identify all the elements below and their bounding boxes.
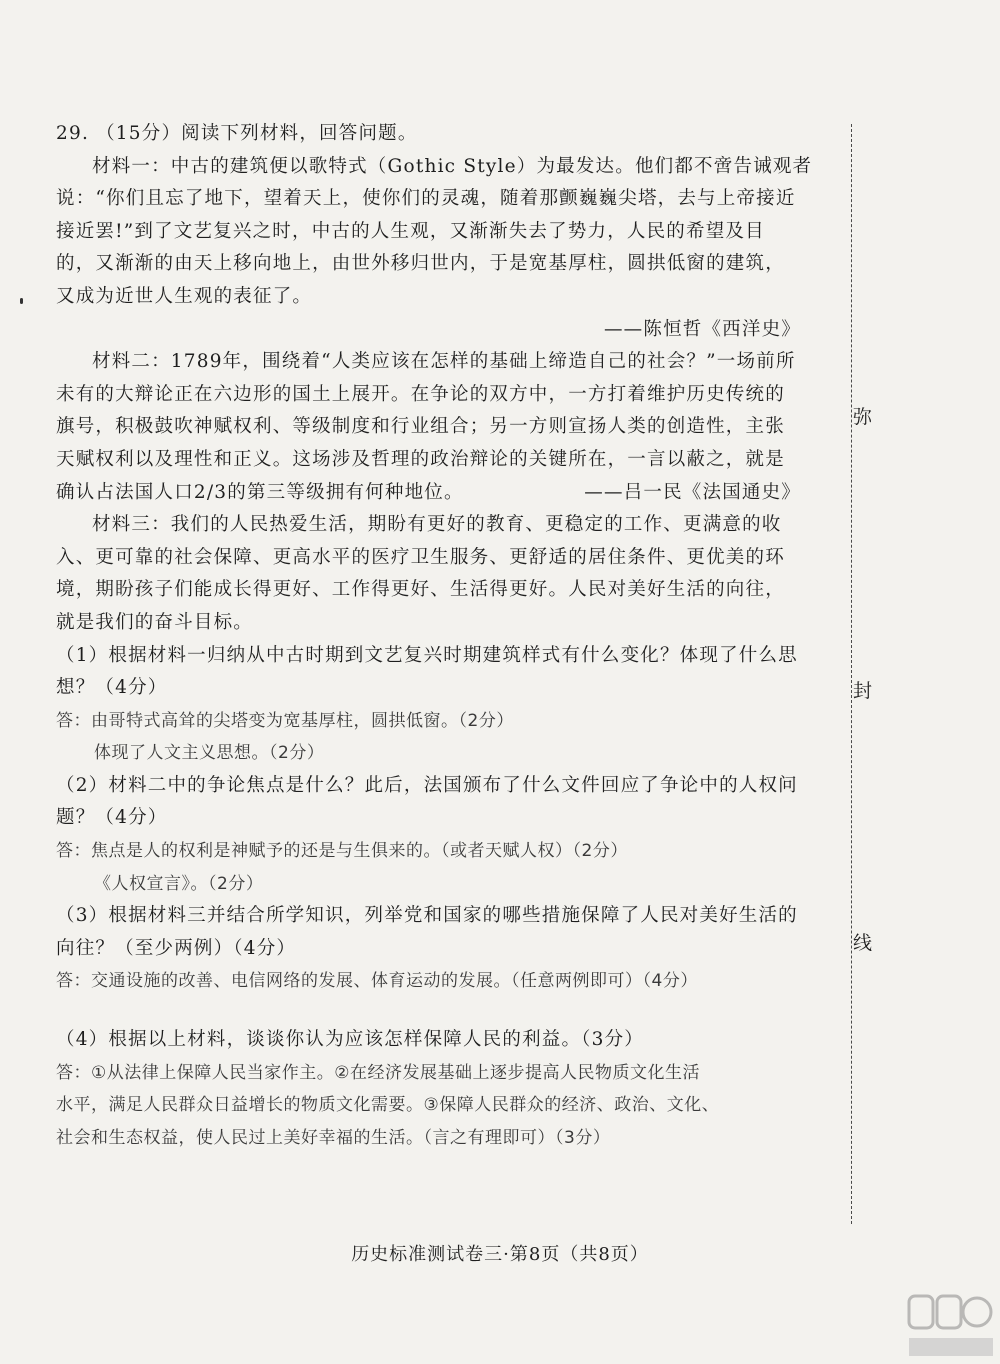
material1-line: 材料一：中古的建筑便以歌特式（Gothic Style）为最发达。他们都不啻告诫观者 <box>92 155 813 177</box>
answer-4: 答：①从法律上保障人民当家作主。②在经济发展基础上逐步提高人民物质文化生活 <box>56 1062 700 1083</box>
seal-char: 弥 <box>853 406 873 428</box>
ink-speck <box>20 298 23 304</box>
material2-line: 未有的大辩论正在六边形的国土上展开。在争论的双方中，一方打着维护历史传统的 <box>56 383 785 405</box>
seal-dashed-line <box>851 124 852 1224</box>
material3-line: 入、更可靠的社会保障、更高水平的医疗卫生服务、更舒适的居住条件、更优美的环 <box>56 546 785 568</box>
material1-source: ——陈恒哲《西洋史》 <box>603 318 801 340</box>
answer-4: 水平，满足人民群众日益增长的物质文化需要。③保障人民群众的经济、政治、文化、 <box>56 1095 720 1116</box>
material2-line: 旗号，积极鼓吹神赋权利、等级制度和行业组合；另一方则宣扬人类的创造性，主张 <box>56 416 785 438</box>
answer-1: 体现了人文主义思想。（2分） <box>94 743 325 764</box>
spacer <box>56 998 801 1024</box>
material1-line: 接近罢!”到了文艺复兴之时，中古的人生观，又渐渐失去了势力，人民的希望及目 <box>56 220 765 242</box>
material1-line: 说：“你们且忘了地下，望着天上，使你们的灵魂，随着那颤巍巍尖塔，去与上帝接近 <box>56 188 796 210</box>
question-title: 29. （15分）阅读下列材料，回答问题。 <box>56 123 418 144</box>
answer-1: 答：由哥特式高耸的尖塔变为宽基厚柱，圆拱低窗。（2分） <box>56 710 514 731</box>
material2-line: 确认占法国人口2/3的第三等级拥有何种地位。 <box>56 481 464 503</box>
sub-question-3: （3）根据材料三并结合所学知识，列举党和国家的哪些措施保障了人民对美好生活的 <box>56 905 798 927</box>
answer-2: 答：焦点是人的权利是神赋予的还是与生俱来的。（或者天赋人权）（2分） <box>56 841 628 862</box>
sub-question-1: （1）根据材料一归纳从中古时期到文艺复兴时期建筑样式有什么变化？体现了什么思 <box>56 644 798 666</box>
page-footer: 历史标准测试卷三·第8页（共8页） <box>351 1244 649 1265</box>
seal-char: 线 <box>853 932 873 954</box>
material1-line: 又成为近世人生观的表征了。 <box>56 285 313 307</box>
material2-line: 天赋权利以及理性和正义。这场涉及哲理的政治辩论的关键所在，一言以蔽之，就是 <box>56 448 785 470</box>
material1-line: 的，又渐渐的由天上移向地上，由世外移归世内，于是宽基厚柱，圆拱低窗的建筑， <box>56 253 785 275</box>
answer-3: 答：交通设施的改善、电信网络的发展、体育运动的发展。（任意两例即可）（4分） <box>56 971 698 992</box>
material3-line: 材料三：我们的人民热爱生活，期盼有更好的教育、更稳定的工作、更满意的收 <box>92 514 782 536</box>
material2-last-row <box>56 477 801 510</box>
answer-2: 《人权宣言》。（2分） <box>94 873 264 894</box>
material3-line: 就是我们的奋斗目标。 <box>56 611 254 633</box>
sub-question-3: 向往？（至少两例）（4分） <box>56 937 297 959</box>
question-29 <box>56 118 813 1154</box>
material2-source: ——吕一民《法国通史》 <box>584 481 801 503</box>
answer-4: 社会和生态权益，使人民过上美好幸福的生活。（言之有理即可）（3分） <box>56 1127 611 1148</box>
sub-question-4: （4）根据以上材料，谈谈你认为应该怎样保障人民的利益。（3分） <box>56 1029 644 1051</box>
seal-char: 封 <box>853 680 873 702</box>
material2-line: 材料二：1789年，围绕着“人类应该在怎样的基础上缔造自己的社会？”一场前所 <box>92 351 796 373</box>
material3-line: 境，期盼孩子们能成长得更好、工作得更好、生活得更好。人民对美好生活的向往， <box>56 579 785 601</box>
watermark-logo <box>905 1290 995 1360</box>
sub-question-2: 题？（4分） <box>56 807 168 829</box>
sub-question-1: 想？（4分） <box>56 677 168 699</box>
sub-question-2: （2）材料二中的争论焦点是什么？此后，法国颁布了什么文件回应了争论中的人权问 <box>56 774 798 796</box>
